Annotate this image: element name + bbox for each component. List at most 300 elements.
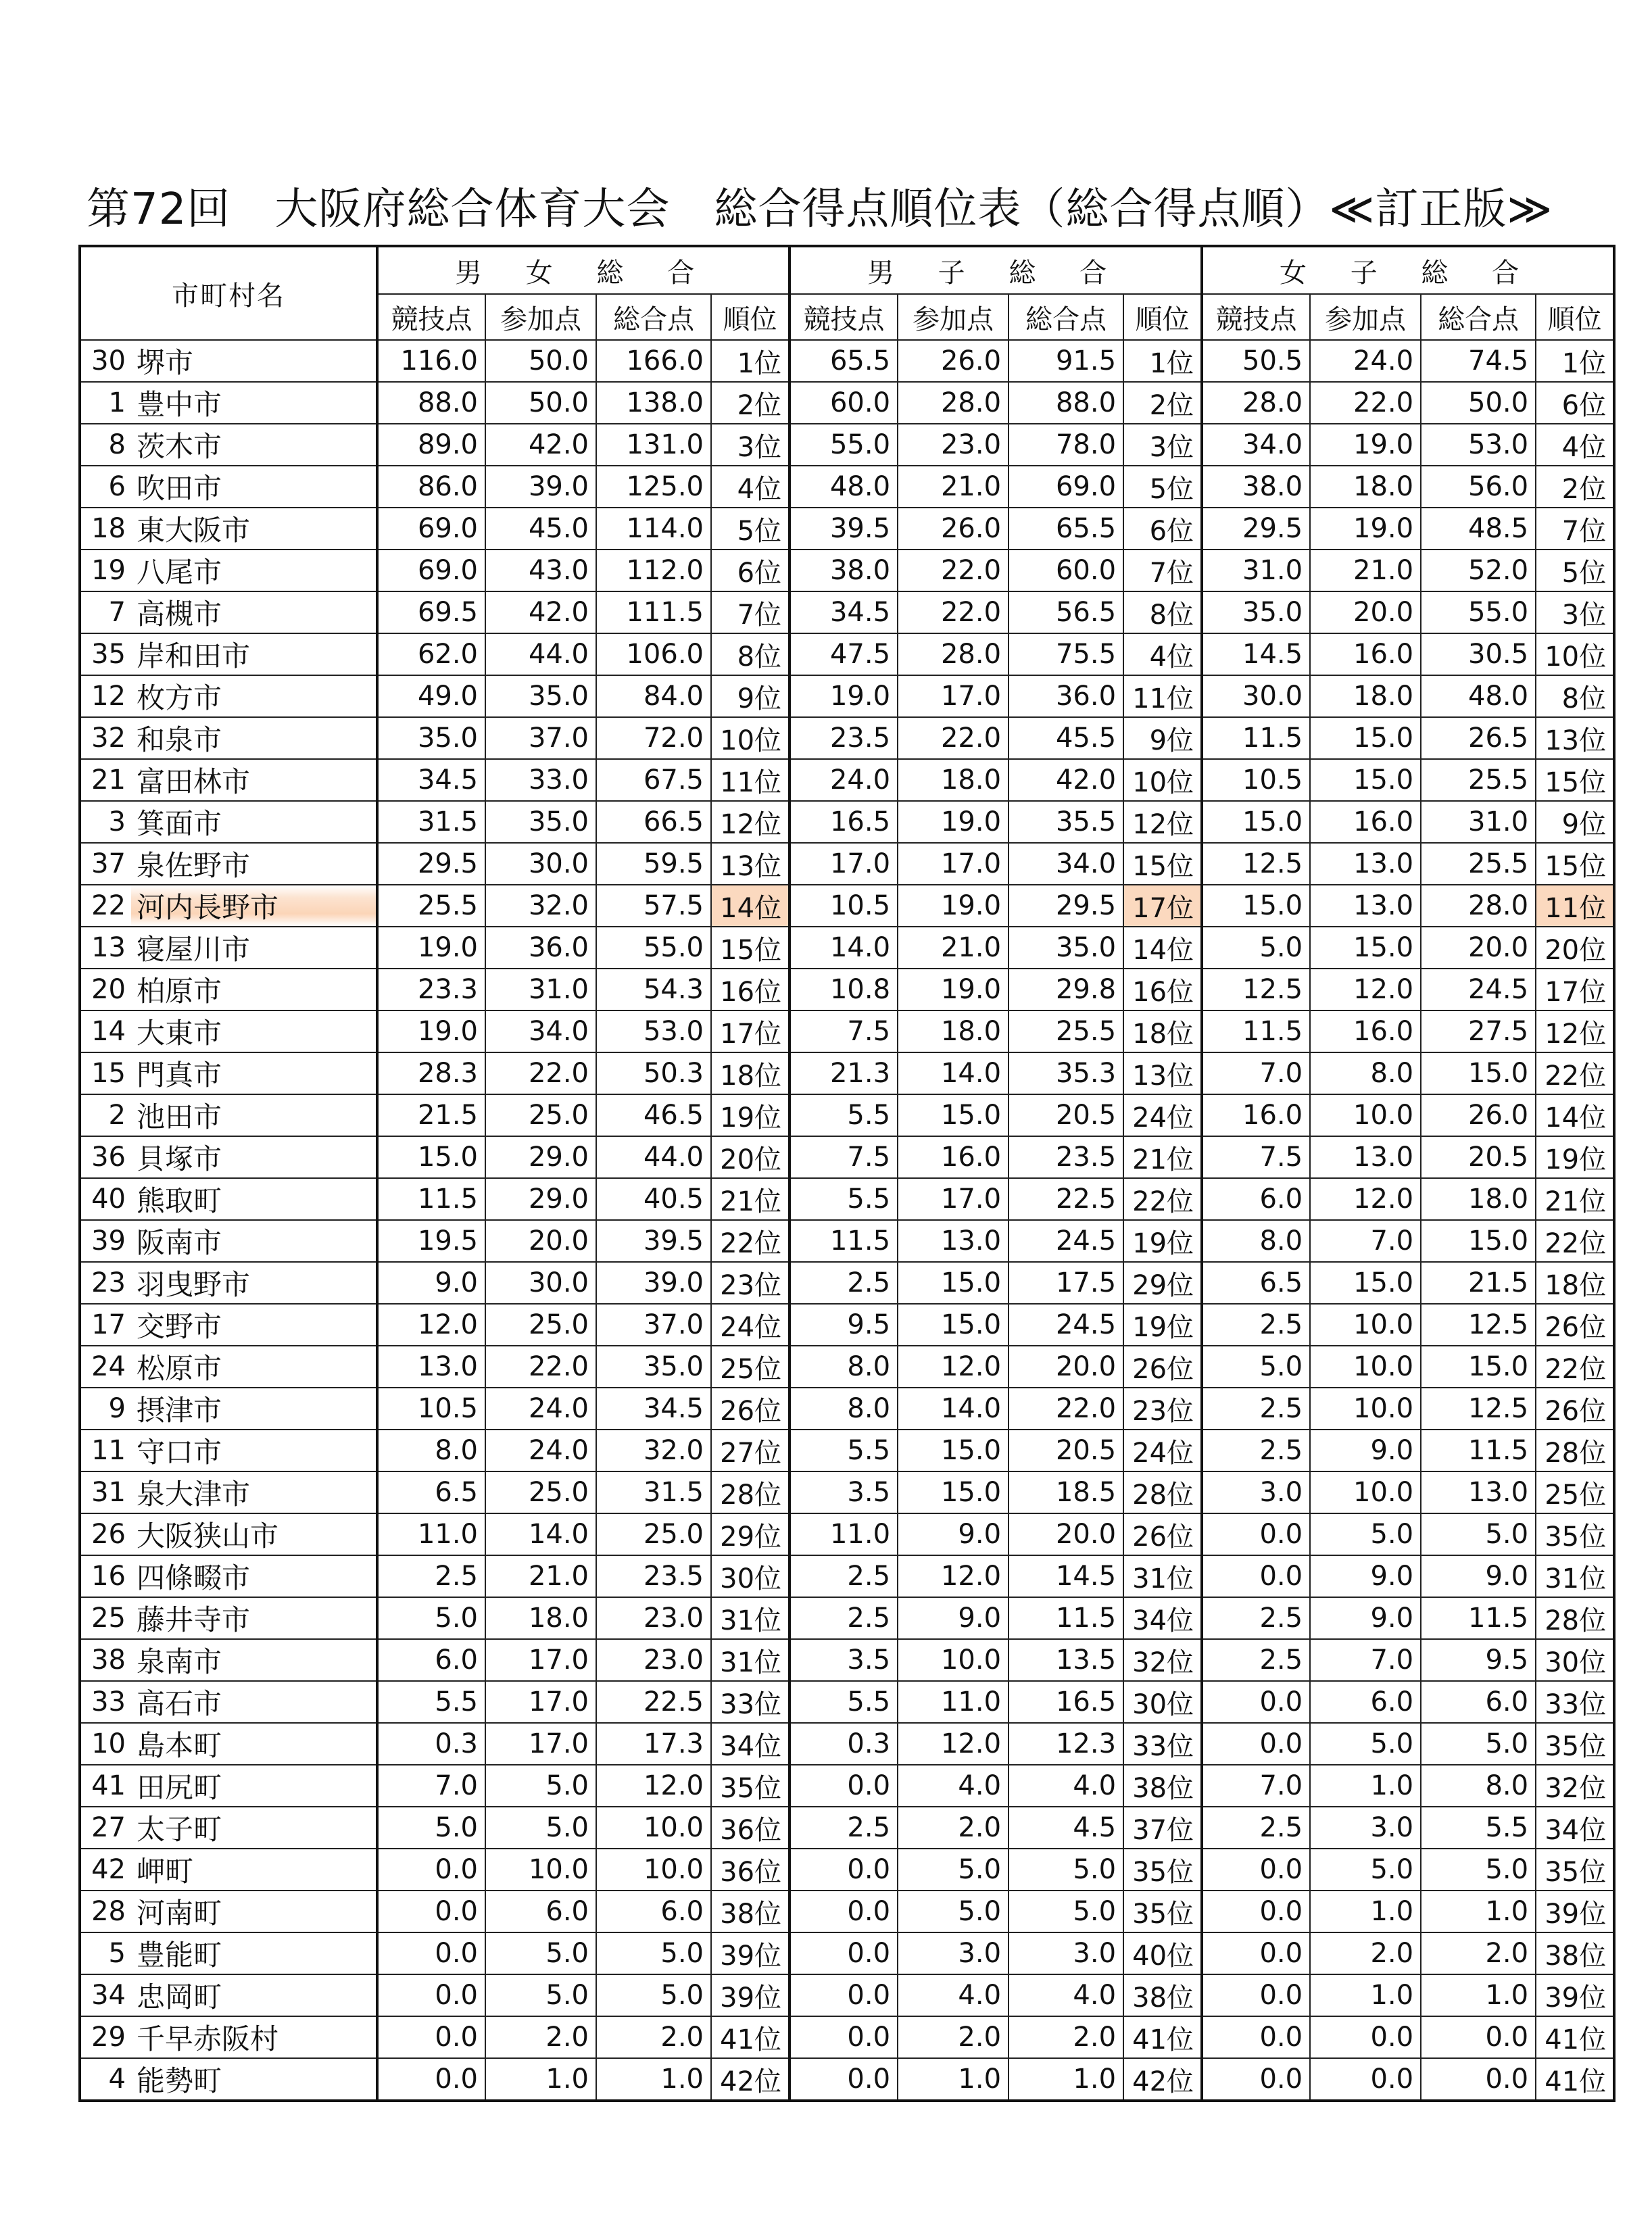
female-competition-cell: 0.0 xyxy=(1202,1891,1310,1932)
female-competition-cell: 14.5 xyxy=(1202,633,1310,675)
female-total-cell: 25.5 xyxy=(1421,843,1536,885)
mixed-competition-cell: 0.0 xyxy=(377,1891,485,1932)
mixed-competition-cell: 2.5 xyxy=(377,1555,485,1597)
mixed-total-cell: 5.0 xyxy=(596,1932,711,1974)
male-participation-cell: 12.0 xyxy=(898,1723,1009,1765)
female-participation-cell: 12.0 xyxy=(1310,969,1421,1010)
female-rank-cell: 15位 xyxy=(1536,759,1614,801)
female-total-cell: 27.5 xyxy=(1421,1010,1536,1052)
female-participation-cell: 6.0 xyxy=(1310,1681,1421,1723)
municipality-name: 八尾市 xyxy=(131,550,377,591)
table-row xyxy=(80,1681,1614,1723)
female-total-cell: 48.0 xyxy=(1421,675,1536,717)
mixed-competition-cell: 6.5 xyxy=(377,1471,485,1513)
female-participation-cell: 12.0 xyxy=(1310,1178,1421,1220)
municipality-name: 河内長野市 xyxy=(131,885,377,927)
header-row-groups xyxy=(80,246,1614,294)
row-number: 19 xyxy=(80,550,131,591)
table-row xyxy=(80,2016,1614,2058)
male-rank-cell: 21位 xyxy=(1123,1136,1202,1178)
mixed-total-cell: 10.0 xyxy=(596,1807,711,1849)
mixed-rank-cell: 20位 xyxy=(711,1136,789,1178)
male-rank-cell: 23位 xyxy=(1123,1388,1202,1430)
female-participation-cell: 10.0 xyxy=(1310,1388,1421,1430)
female-competition-cell: 8.0 xyxy=(1202,1220,1310,1262)
female-total-cell: 5.0 xyxy=(1421,1849,1536,1891)
mixed-competition-cell: 5.0 xyxy=(377,1807,485,1849)
male-total-cell: 20.5 xyxy=(1009,1430,1123,1471)
female-competition-cell: 15.0 xyxy=(1202,801,1310,843)
mixed-competition-cell: 0.0 xyxy=(377,2058,485,2101)
mixed-total-cell: 25.0 xyxy=(596,1513,711,1555)
male-rank-cell: 26位 xyxy=(1123,1513,1202,1555)
mixed-competition-cell: 0.0 xyxy=(377,1932,485,1974)
mixed-competition-cell: 49.0 xyxy=(377,675,485,717)
male-competition-cell: 24.0 xyxy=(789,759,898,801)
male-rank-cell: 34位 xyxy=(1123,1597,1202,1639)
female-total-cell: 26.5 xyxy=(1421,717,1536,759)
female-participation-cell: 18.0 xyxy=(1310,675,1421,717)
mixed-competition-cell: 23.3 xyxy=(377,969,485,1010)
table-row xyxy=(80,508,1614,550)
mixed-participation-cell: 5.0 xyxy=(485,1807,596,1849)
row-number: 39 xyxy=(80,1220,131,1262)
female-competition-cell: 0.0 xyxy=(1202,2058,1310,2101)
male-total-cell: 20.0 xyxy=(1009,1346,1123,1388)
female-participation-cell: 9.0 xyxy=(1310,1555,1421,1597)
male-participation-cell: 2.0 xyxy=(898,1807,1009,1849)
male-total-cell: 69.0 xyxy=(1009,466,1123,508)
mixed-competition-cell: 31.5 xyxy=(377,801,485,843)
male-total-cell: 16.5 xyxy=(1009,1681,1123,1723)
mixed-rank-cell: 33位 xyxy=(711,1681,789,1723)
male-rank-cell: 29位 xyxy=(1123,1262,1202,1304)
female-total-cell: 0.0 xyxy=(1421,2058,1536,2101)
mixed-rank-cell: 12位 xyxy=(711,801,789,843)
row-number: 20 xyxy=(80,969,131,1010)
female-total-cell: 50.0 xyxy=(1421,382,1536,424)
mixed-participation-cell: 30.0 xyxy=(485,843,596,885)
mixed-participation-cell: 17.0 xyxy=(485,1681,596,1723)
column-header-competition: 競技点 xyxy=(1202,294,1310,340)
mixed-total-cell: 50.3 xyxy=(596,1052,711,1094)
row-number: 35 xyxy=(80,633,131,675)
table-row xyxy=(80,1010,1614,1052)
mixed-competition-cell: 29.5 xyxy=(377,843,485,885)
row-number: 33 xyxy=(80,1681,131,1723)
male-competition-cell: 60.0 xyxy=(789,382,898,424)
female-competition-cell: 38.0 xyxy=(1202,466,1310,508)
female-rank-cell: 35位 xyxy=(1536,1849,1614,1891)
female-rank-cell: 18位 xyxy=(1536,1262,1614,1304)
row-number: 18 xyxy=(80,508,131,550)
female-participation-cell: 7.0 xyxy=(1310,1220,1421,1262)
mixed-rank-cell: 2位 xyxy=(711,382,789,424)
female-competition-cell: 12.5 xyxy=(1202,843,1310,885)
male-rank-cell: 13位 xyxy=(1123,1052,1202,1094)
male-rank-cell: 6位 xyxy=(1123,508,1202,550)
mixed-competition-cell: 11.5 xyxy=(377,1178,485,1220)
row-number: 34 xyxy=(80,1974,131,2016)
female-participation-cell: 7.0 xyxy=(1310,1639,1421,1681)
table-row xyxy=(80,1178,1614,1220)
male-participation-cell: 17.0 xyxy=(898,675,1009,717)
male-total-cell: 18.5 xyxy=(1009,1471,1123,1513)
mixed-rank-cell: 1位 xyxy=(711,340,789,382)
female-total-cell: 8.0 xyxy=(1421,1765,1536,1807)
male-participation-cell: 17.0 xyxy=(898,843,1009,885)
mixed-competition-cell: 19.5 xyxy=(377,1220,485,1262)
male-participation-cell: 16.0 xyxy=(898,1136,1009,1178)
mixed-rank-cell: 9位 xyxy=(711,675,789,717)
male-participation-cell: 3.0 xyxy=(898,1932,1009,1974)
male-rank-cell: 9位 xyxy=(1123,717,1202,759)
mixed-rank-cell: 22位 xyxy=(711,1220,789,1262)
female-rank-cell: 17位 xyxy=(1536,969,1614,1010)
table-row xyxy=(80,927,1614,969)
mixed-participation-cell: 30.0 xyxy=(485,1262,596,1304)
female-competition-cell: 2.5 xyxy=(1202,1304,1310,1346)
female-participation-cell: 19.0 xyxy=(1310,424,1421,466)
female-participation-cell: 10.0 xyxy=(1310,1471,1421,1513)
female-total-cell: 55.0 xyxy=(1421,591,1536,633)
mixed-rank-cell: 6位 xyxy=(711,550,789,591)
female-rank-cell: 32位 xyxy=(1536,1765,1614,1807)
male-rank-cell: 26位 xyxy=(1123,1346,1202,1388)
mixed-participation-cell: 37.0 xyxy=(485,717,596,759)
mixed-participation-cell: 6.0 xyxy=(485,1891,596,1932)
mixed-competition-cell: 69.0 xyxy=(377,508,485,550)
female-rank-cell: 26位 xyxy=(1536,1304,1614,1346)
female-participation-cell: 18.0 xyxy=(1310,466,1421,508)
female-competition-cell: 0.0 xyxy=(1202,1681,1310,1723)
male-rank-cell: 18位 xyxy=(1123,1010,1202,1052)
mixed-rank-cell: 5位 xyxy=(711,508,789,550)
table-row xyxy=(80,1471,1614,1513)
row-number: 23 xyxy=(80,1262,131,1304)
female-competition-cell: 7.0 xyxy=(1202,1765,1310,1807)
male-rank-cell: 14位 xyxy=(1123,927,1202,969)
female-total-cell: 1.0 xyxy=(1421,1891,1536,1932)
female-rank-cell: 22位 xyxy=(1536,1346,1614,1388)
mixed-rank-cell: 26位 xyxy=(711,1388,789,1430)
row-number: 9 xyxy=(80,1388,131,1430)
municipality-name: 島本町 xyxy=(131,1723,377,1765)
mixed-total-cell: 31.5 xyxy=(596,1471,711,1513)
mixed-competition-cell: 0.0 xyxy=(377,1849,485,1891)
male-rank-cell: 35位 xyxy=(1123,1849,1202,1891)
municipality-name: 豊中市 xyxy=(131,382,377,424)
mixed-rank-cell: 31位 xyxy=(711,1597,789,1639)
female-participation-cell: 1.0 xyxy=(1310,1765,1421,1807)
male-competition-cell: 3.5 xyxy=(789,1471,898,1513)
female-total-cell: 28.0 xyxy=(1421,885,1536,927)
male-participation-cell: 14.0 xyxy=(898,1052,1009,1094)
table-row xyxy=(80,382,1614,424)
mixed-total-cell: 35.0 xyxy=(596,1346,711,1388)
group-header-mixed: 男 女 総 合 xyxy=(377,246,789,294)
mixed-total-cell: 114.0 xyxy=(596,508,711,550)
female-total-cell: 20.5 xyxy=(1421,1136,1536,1178)
mixed-rank-cell: 19位 xyxy=(711,1094,789,1136)
municipality-name: 藤井寺市 xyxy=(131,1597,377,1639)
male-participation-cell: 26.0 xyxy=(898,508,1009,550)
male-total-cell: 88.0 xyxy=(1009,382,1123,424)
mixed-rank-cell: 17位 xyxy=(711,1010,789,1052)
female-competition-cell: 6.0 xyxy=(1202,1178,1310,1220)
male-participation-cell: 28.0 xyxy=(898,633,1009,675)
female-competition-cell: 0.0 xyxy=(1202,1555,1310,1597)
table-row xyxy=(80,1639,1614,1681)
male-rank-cell: 1位 xyxy=(1123,340,1202,382)
column-header-participation: 参加点 xyxy=(898,294,1009,340)
male-participation-cell: 21.0 xyxy=(898,927,1009,969)
municipality-name: 大東市 xyxy=(131,1010,377,1052)
male-competition-cell: 23.5 xyxy=(789,717,898,759)
mixed-total-cell: 53.0 xyxy=(596,1010,711,1052)
male-total-cell: 22.5 xyxy=(1009,1178,1123,1220)
male-participation-cell: 18.0 xyxy=(898,1010,1009,1052)
female-rank-cell: 15位 xyxy=(1536,843,1614,885)
mixed-participation-cell: 17.0 xyxy=(485,1723,596,1765)
mixed-participation-cell: 24.0 xyxy=(485,1388,596,1430)
mixed-participation-cell: 50.0 xyxy=(485,382,596,424)
male-rank-cell: 35位 xyxy=(1123,1891,1202,1932)
female-competition-cell: 34.0 xyxy=(1202,424,1310,466)
row-number: 8 xyxy=(80,424,131,466)
mixed-participation-cell: 35.0 xyxy=(485,801,596,843)
male-competition-cell: 38.0 xyxy=(789,550,898,591)
female-rank-cell: 21位 xyxy=(1536,1178,1614,1220)
row-number: 15 xyxy=(80,1052,131,1094)
female-competition-cell: 2.5 xyxy=(1202,1639,1310,1681)
mixed-total-cell: 39.5 xyxy=(596,1220,711,1262)
female-total-cell: 13.0 xyxy=(1421,1471,1536,1513)
mixed-competition-cell: 34.5 xyxy=(377,759,485,801)
male-participation-cell: 18.0 xyxy=(898,759,1009,801)
male-competition-cell: 47.5 xyxy=(789,633,898,675)
female-participation-cell: 9.0 xyxy=(1310,1597,1421,1639)
male-participation-cell: 19.0 xyxy=(898,885,1009,927)
female-total-cell: 24.5 xyxy=(1421,969,1536,1010)
male-total-cell: 36.0 xyxy=(1009,675,1123,717)
mixed-rank-cell: 30位 xyxy=(711,1555,789,1597)
mixed-total-cell: 46.5 xyxy=(596,1094,711,1136)
mixed-total-cell: 40.5 xyxy=(596,1178,711,1220)
male-competition-cell: 10.8 xyxy=(789,969,898,1010)
municipality-name: 豊能町 xyxy=(131,1932,377,1974)
female-competition-cell: 12.5 xyxy=(1202,969,1310,1010)
female-competition-cell: 0.0 xyxy=(1202,1723,1310,1765)
municipality-name: 箕面市 xyxy=(131,801,377,843)
male-rank-cell: 10位 xyxy=(1123,759,1202,801)
male-participation-cell: 15.0 xyxy=(898,1262,1009,1304)
municipality-name: 能勢町 xyxy=(131,2058,377,2101)
mixed-participation-cell: 25.0 xyxy=(485,1094,596,1136)
female-rank-cell: 25位 xyxy=(1536,1471,1614,1513)
mixed-competition-cell: 89.0 xyxy=(377,424,485,466)
male-rank-cell: 37位 xyxy=(1123,1807,1202,1849)
female-competition-cell: 2.5 xyxy=(1202,1597,1310,1639)
mixed-rank-cell: 16位 xyxy=(711,969,789,1010)
mixed-competition-cell: 8.0 xyxy=(377,1430,485,1471)
female-total-cell: 30.5 xyxy=(1421,633,1536,675)
table-row xyxy=(80,759,1614,801)
male-participation-cell: 15.0 xyxy=(898,1094,1009,1136)
municipality-name: 岸和田市 xyxy=(131,633,377,675)
male-rank-cell: 16位 xyxy=(1123,969,1202,1010)
male-participation-cell: 10.0 xyxy=(898,1639,1009,1681)
male-competition-cell: 11.5 xyxy=(789,1220,898,1262)
male-rank-cell: 33位 xyxy=(1123,1723,1202,1765)
row-number: 21 xyxy=(80,759,131,801)
municipality-name: 枚方市 xyxy=(131,675,377,717)
mixed-participation-cell: 50.0 xyxy=(485,340,596,382)
male-competition-cell: 8.0 xyxy=(789,1388,898,1430)
male-total-cell: 35.0 xyxy=(1009,927,1123,969)
mixed-rank-cell: 10位 xyxy=(711,717,789,759)
mixed-total-cell: 59.5 xyxy=(596,843,711,885)
table-row xyxy=(80,1723,1614,1765)
mixed-participation-cell: 22.0 xyxy=(485,1346,596,1388)
mixed-participation-cell: 17.0 xyxy=(485,1639,596,1681)
male-participation-cell: 5.0 xyxy=(898,1891,1009,1932)
table-row xyxy=(80,1052,1614,1094)
female-total-cell: 31.0 xyxy=(1421,801,1536,843)
female-participation-cell: 2.0 xyxy=(1310,1932,1421,1974)
table-row xyxy=(80,591,1614,633)
mixed-competition-cell: 5.0 xyxy=(377,1597,485,1639)
mixed-rank-cell: 13位 xyxy=(711,843,789,885)
mixed-participation-cell: 5.0 xyxy=(485,1974,596,2016)
mixed-total-cell: 131.0 xyxy=(596,424,711,466)
mixed-competition-cell: 69.5 xyxy=(377,591,485,633)
female-competition-cell: 2.5 xyxy=(1202,1807,1310,1849)
male-competition-cell: 0.3 xyxy=(789,1723,898,1765)
male-competition-cell: 0.0 xyxy=(789,1974,898,2016)
female-participation-cell: 16.0 xyxy=(1310,633,1421,675)
table-row xyxy=(80,1597,1614,1639)
male-competition-cell: 3.5 xyxy=(789,1639,898,1681)
table-row xyxy=(80,1304,1614,1346)
mixed-competition-cell: 35.0 xyxy=(377,717,485,759)
female-participation-cell: 5.0 xyxy=(1310,1513,1421,1555)
mixed-participation-cell: 25.0 xyxy=(485,1304,596,1346)
female-rank-cell: 7位 xyxy=(1536,508,1614,550)
female-total-cell: 5.0 xyxy=(1421,1723,1536,1765)
female-rank-cell: 22位 xyxy=(1536,1052,1614,1094)
female-total-cell: 26.0 xyxy=(1421,1094,1536,1136)
municipality-name: 堺市 xyxy=(131,340,377,382)
row-number: 24 xyxy=(80,1346,131,1388)
mixed-rank-cell: 39位 xyxy=(711,1932,789,1974)
mixed-participation-cell: 35.0 xyxy=(485,675,596,717)
municipality-name: 千早赤阪村 xyxy=(131,2016,377,2058)
male-total-cell: 3.0 xyxy=(1009,1932,1123,1974)
mixed-participation-cell: 39.0 xyxy=(485,466,596,508)
mixed-participation-cell: 25.0 xyxy=(485,1471,596,1513)
mixed-total-cell: 32.0 xyxy=(596,1430,711,1471)
mixed-rank-cell: 18位 xyxy=(711,1052,789,1094)
male-total-cell: 4.5 xyxy=(1009,1807,1123,1849)
row-number: 12 xyxy=(80,675,131,717)
male-participation-cell: 15.0 xyxy=(898,1471,1009,1513)
table-row xyxy=(80,1849,1614,1891)
male-total-cell: 1.0 xyxy=(1009,2058,1123,2101)
mixed-participation-cell: 24.0 xyxy=(485,1430,596,1471)
male-competition-cell: 5.5 xyxy=(789,1681,898,1723)
mixed-total-cell: 1.0 xyxy=(596,2058,711,2101)
municipality-name: 寝屋川市 xyxy=(131,927,377,969)
mixed-rank-cell: 23位 xyxy=(711,1262,789,1304)
male-competition-cell: 0.0 xyxy=(789,2016,898,2058)
female-rank-cell: 8位 xyxy=(1536,675,1614,717)
mixed-competition-cell: 13.0 xyxy=(377,1346,485,1388)
female-rank-cell: 4位 xyxy=(1536,424,1614,466)
mixed-rank-cell: 42位 xyxy=(711,2058,789,2101)
male-rank-cell: 8位 xyxy=(1123,591,1202,633)
female-total-cell: 11.5 xyxy=(1421,1430,1536,1471)
female-total-cell: 12.5 xyxy=(1421,1304,1536,1346)
mixed-rank-cell: 25位 xyxy=(711,1346,789,1388)
mixed-competition-cell: 15.0 xyxy=(377,1136,485,1178)
column-header-total: 総合点 xyxy=(1421,294,1536,340)
mixed-competition-cell: 5.5 xyxy=(377,1681,485,1723)
male-competition-cell: 0.0 xyxy=(789,2058,898,2101)
male-competition-cell: 2.5 xyxy=(789,1597,898,1639)
male-participation-cell: 5.0 xyxy=(898,1849,1009,1891)
municipality-name: 大阪狭山市 xyxy=(131,1513,377,1555)
female-rank-cell: 10位 xyxy=(1536,633,1614,675)
row-number: 17 xyxy=(80,1304,131,1346)
mixed-rank-cell: 4位 xyxy=(711,466,789,508)
row-number: 32 xyxy=(80,717,131,759)
female-participation-cell: 13.0 xyxy=(1310,843,1421,885)
female-participation-cell: 15.0 xyxy=(1310,717,1421,759)
mixed-participation-cell: 36.0 xyxy=(485,927,596,969)
male-competition-cell: 19.0 xyxy=(789,675,898,717)
table-row xyxy=(80,1932,1614,1974)
male-competition-cell: 5.5 xyxy=(789,1430,898,1471)
female-rank-cell: 20位 xyxy=(1536,927,1614,969)
male-participation-cell: 26.0 xyxy=(898,340,1009,382)
male-competition-cell: 48.0 xyxy=(789,466,898,508)
table-row xyxy=(80,1346,1614,1388)
row-number: 28 xyxy=(80,1891,131,1932)
mixed-competition-cell: 88.0 xyxy=(377,382,485,424)
table-row xyxy=(80,1513,1614,1555)
row-number: 27 xyxy=(80,1807,131,1849)
table-row xyxy=(80,1974,1614,2016)
female-total-cell: 11.5 xyxy=(1421,1597,1536,1639)
mixed-competition-cell: 28.3 xyxy=(377,1052,485,1094)
male-total-cell: 35.5 xyxy=(1009,801,1123,843)
row-number: 26 xyxy=(80,1513,131,1555)
mixed-total-cell: 57.5 xyxy=(596,885,711,927)
column-header-competition: 競技点 xyxy=(377,294,485,340)
male-participation-cell: 12.0 xyxy=(898,1555,1009,1597)
mixed-participation-cell: 42.0 xyxy=(485,591,596,633)
male-participation-cell: 9.0 xyxy=(898,1513,1009,1555)
female-rank-cell: 5位 xyxy=(1536,550,1614,591)
female-rank-cell: 38位 xyxy=(1536,1932,1614,1974)
female-total-cell: 48.5 xyxy=(1421,508,1536,550)
municipality-name: 忠岡町 xyxy=(131,1974,377,2016)
mixed-participation-cell: 5.0 xyxy=(485,1932,596,1974)
male-total-cell: 42.0 xyxy=(1009,759,1123,801)
female-rank-cell: 39位 xyxy=(1536,1974,1614,2016)
municipality-name: 守口市 xyxy=(131,1430,377,1471)
